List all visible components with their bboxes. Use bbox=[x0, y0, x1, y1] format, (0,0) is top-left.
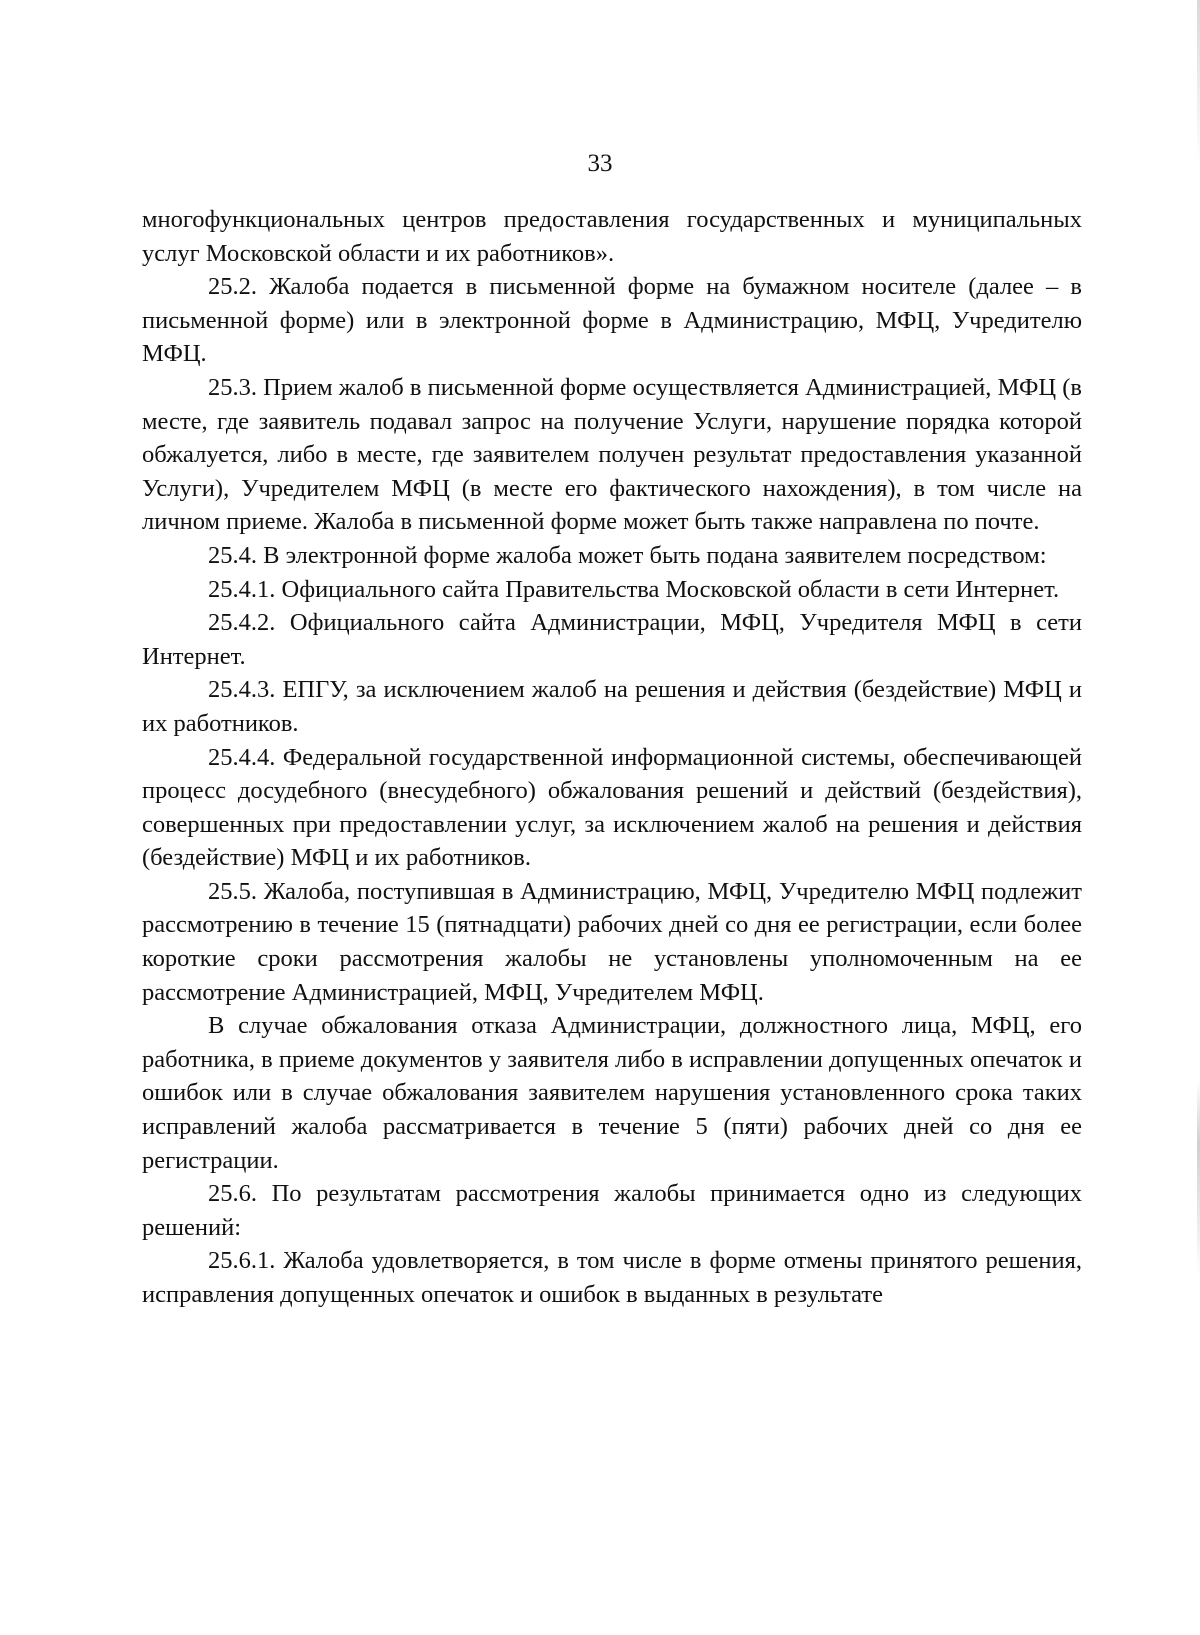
paragraph-25-4: 25.4. В электронной форме жалоба может быть подана заявителем посредством: bbox=[208, 541, 1047, 569]
paragraph-25-4-3: 25.4.3. ЕПГУ, за исключением жалоб на решения и действия (бездействие) МФЦ и их работников. bbox=[142, 676, 1082, 737]
paragraph-25-4-1: 25.4.1. Официального сайта Правительства Московской области в сети Интернет. bbox=[208, 575, 1060, 603]
paragraph-25-4-4: 25.4.4. Федеральной государственной информационной системы, обеспечивающей процесс досудебного (внесудебного) обжалования решений и действий (бездействия), совершенных при предоставлении услуг, за исключением жалоб на решения и действия (бездействие) МФЦ и их работников. bbox=[142, 743, 1082, 872]
document-body bbox=[142, 203, 1082, 1312]
paragraph-25-5: 25.5. Жалоба, поступившая в Администрацию, МФЦ, Учредителю МФЦ подлежит рассмотрению в течение 15 (пятнадцати) рабочих дней со дня ее регистрации, если более короткие сроки рассмотрения жалобы не установлены уполномоченным на ее рассмотрение Администрацией, МФЦ, Учредителем МФЦ. bbox=[142, 877, 1082, 1006]
paragraph-25-4-2: 25.4.2. Официального сайта Администрации, МФЦ, Учредителя МФЦ в сети Интернет. bbox=[142, 609, 1082, 670]
page-number: 33 bbox=[587, 150, 613, 177]
paragraph-25-2: 25.2. Жалоба подается в письменной форме на бумажном носителе (далее – в письменной форме) или в электронной форме в Администрацию, МФЦ, Учредителю МФЦ. bbox=[142, 273, 1082, 368]
paragraph-25-5-note: В случае обжалования отказа Администрации, должностного лица, МФЦ, его работника, в приеме документов у заявителя либо в исправлении допущенных опечаток и ошибок или в случае обжалования заявителем нарушения установленного срока таких исправлений жалоба рассматривается в течение 5 (пяти) рабочих дней со дня ее регистрации. bbox=[142, 1012, 1082, 1174]
paragraph-25-6: 25.6. По результатам рассмотрения жалобы принимается одно из следующих решений: bbox=[142, 1180, 1082, 1241]
paragraph-25-3: 25.3. Прием жалоб в письменной форме осуществляется Администрацией, МФЦ (в месте, где заявитель подавал запрос на получение Услуги, нарушение порядка которой обжалуется, либо в месте, где заявителем получен результат предоставления указанной Услуги), Учредителем МФЦ (в месте его фактического нахождения), в том числе на личном приеме. Жалоба в письменной форме может быть также направлена по почте. bbox=[142, 373, 1082, 536]
paragraph-continuation: многофункциональных центров предоставления государственных и муниципальных услуг Московской области и их работников». bbox=[142, 206, 1082, 267]
paragraph-25-6-1: 25.6.1. Жалоба удовлетворяется, в том числе в форме отмены принятого решения, исправления допущенных опечаток и ошибок в выданных в результате bbox=[142, 1247, 1082, 1308]
